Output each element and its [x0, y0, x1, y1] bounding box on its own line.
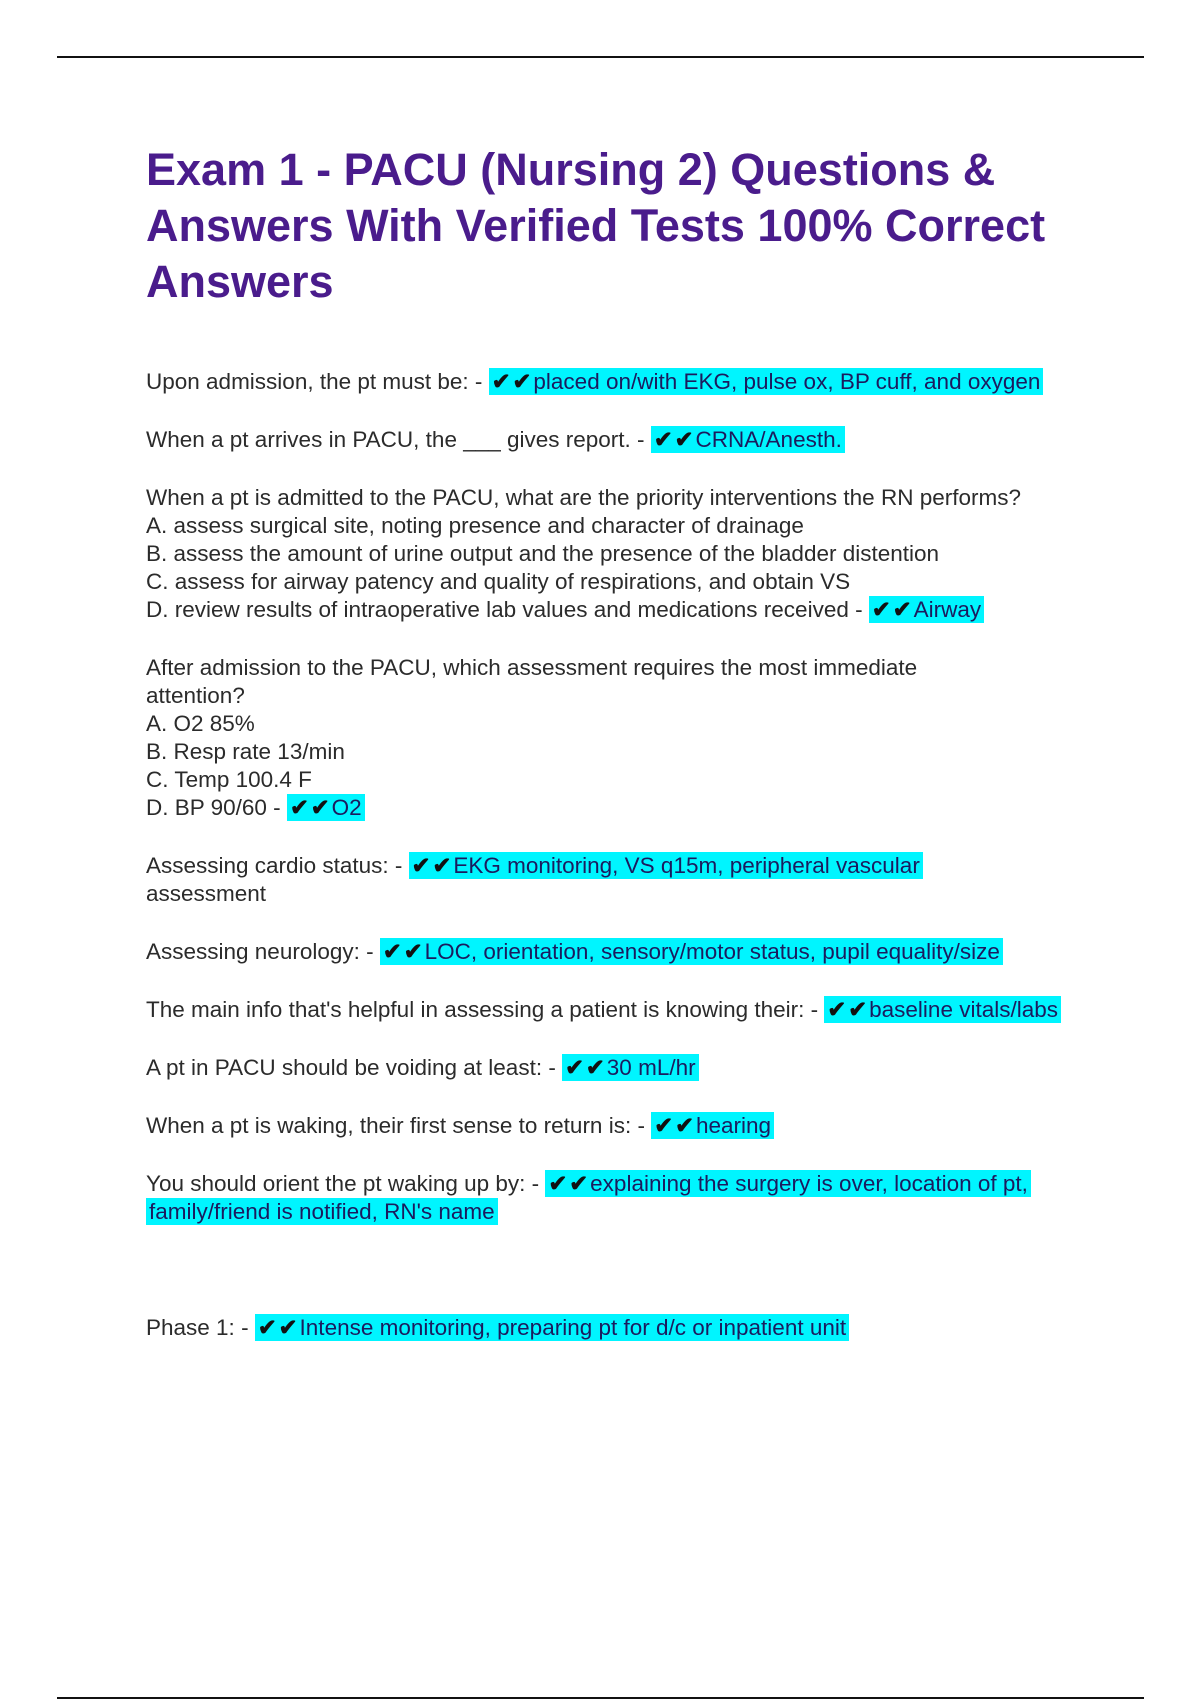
double-check-icon: ✔✔ [871, 597, 914, 622]
answer-highlight [255, 1314, 849, 1341]
option-b: B. Resp rate 13/min [146, 739, 345, 764]
double-check-icon: ✔✔ [257, 1315, 300, 1340]
option-d: D. review results of intraoperative lab values and medications received - [146, 597, 863, 622]
qa-list [146, 368, 1086, 1342]
document-title: Exam 1 - PACU (Nursing 2) Questions & Answers With Verified Tests 100% Correct Answers [146, 144, 1046, 307]
answer-text: EKG monitoring, VS q15m, peripheral vascular [453, 853, 920, 878]
answer-highlight [651, 1112, 774, 1139]
qa-item [146, 654, 1086, 822]
answer-text: explaining the surgery is over, location of pt, family/friend is notified, RN's name [149, 1171, 1028, 1224]
document-body [146, 142, 1086, 1372]
qa-item [146, 996, 1086, 1024]
option-c: C. assess for airway patency and quality of respirations, and obtain VS [146, 569, 851, 594]
answer-text: Intense monitoring, preparing pt for d/c or inpatient unit [299, 1315, 847, 1340]
answer-text: 30 mL/hr [606, 1055, 696, 1080]
answer-highlight [824, 996, 1061, 1023]
qa-item [146, 368, 1086, 396]
question-text: You should orient the pt waking up by: - [146, 1171, 540, 1196]
double-check-icon: ✔✔ [289, 795, 332, 820]
answer-text: CRNA/Anesth. [695, 427, 842, 452]
double-check-icon: ✔✔ [411, 853, 454, 878]
option-a: A. assess surgical site, noting presence and character of drainage [146, 513, 804, 538]
double-check-icon: ✔✔ [654, 1113, 696, 1138]
double-check-icon: ✔✔ [565, 1055, 607, 1080]
answer-highlight [489, 368, 1044, 395]
question-text: Assessing cardio status: - [146, 853, 403, 878]
qa-item [146, 1112, 1086, 1140]
question-text: A pt in PACU should be voiding at least: - [146, 1055, 556, 1080]
qa-item [146, 938, 1086, 966]
answer-highlight [409, 852, 923, 879]
answer-text: hearing [695, 1113, 771, 1138]
qa-item [146, 1170, 1086, 1226]
answer-highlight [562, 1054, 699, 1081]
qa-item [146, 426, 1086, 454]
question-text: When a pt is waking, their first sense to return is: - [146, 1113, 645, 1138]
qa-item [146, 484, 1086, 624]
question-text: Assessing neurology: - [146, 939, 374, 964]
question-text: When a pt arrives in PACU, the ___ gives report. - [146, 427, 645, 452]
qa-item [146, 1054, 1086, 1082]
double-check-icon: ✔✔ [548, 1171, 591, 1196]
double-check-icon: ✔✔ [491, 369, 534, 394]
option-c: C. Temp 100.4 F [146, 767, 312, 792]
question-text: When a pt is admitted to the PACU, what are the priority interventions the RN performs? [146, 485, 1021, 510]
answer-continuation: assessment [146, 881, 267, 906]
double-check-icon: ✔✔ [382, 939, 425, 964]
question-text: Phase 1: - [146, 1315, 249, 1340]
answer-text: LOC, orientation, sensory/motor status, pupil equality/size [424, 939, 1000, 964]
answer-text: placed on/with EKG, pulse ox, BP cuff, and oxygen [533, 369, 1041, 394]
double-check-icon: ✔✔ [653, 427, 696, 452]
answer-text: O2 [331, 795, 362, 820]
question-text: After admission to the PACU, which assessment requires the most immediate attention? [146, 655, 918, 708]
answer-highlight [869, 596, 984, 623]
answer-text: baseline vitals/labs [869, 997, 1058, 1022]
question-text: Upon admission, the pt must be: - [146, 369, 483, 394]
double-check-icon: ✔✔ [827, 997, 870, 1022]
qa-item [146, 1314, 1086, 1342]
answer-highlight [287, 794, 365, 821]
question-text: The main info that's helpful in assessing a patient is knowing their: - [146, 997, 819, 1022]
qa-item [146, 852, 1086, 908]
answer-text: Airway [913, 597, 982, 622]
answer-highlight [380, 938, 1003, 965]
bottom-rule [57, 1697, 1144, 1699]
answer-highlight [651, 426, 845, 453]
top-rule [57, 56, 1144, 58]
option-a: A. O2 85% [146, 711, 255, 736]
option-b: B. assess the amount of urine output and the presence of the bladder distention [146, 541, 940, 566]
option-d: D. BP 90/60 - [146, 795, 281, 820]
